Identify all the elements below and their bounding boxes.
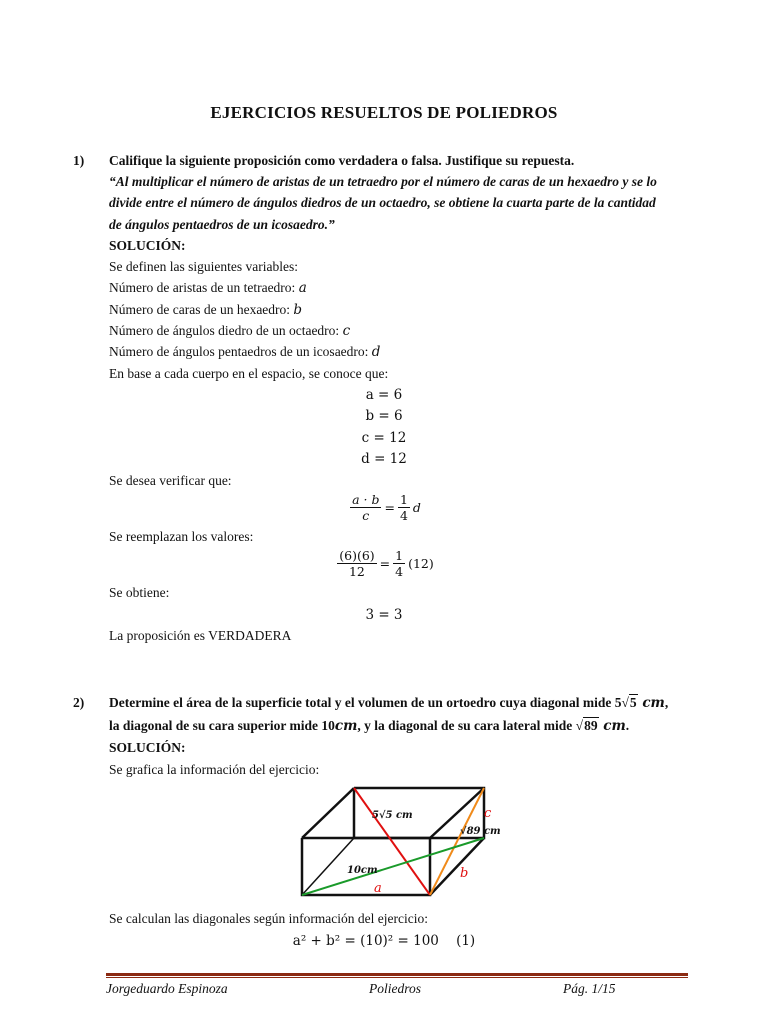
variable-a-line [109,280,307,296]
footer-rule [106,973,688,976]
replace-denominator: 12 [348,564,365,579]
replace-label: Se reemplazan los valores: [109,529,254,544]
known-values-intro: En base a cada cuerpo en el espacio, se conoce que: [109,366,389,381]
quarter-denominator: 4 [395,564,404,579]
cuboid-figure [290,780,510,900]
edge-top-left [302,788,354,838]
variable-a-text: Número de aristas de un tetraedro: [109,280,299,295]
footer-rule-thin [106,977,688,978]
replace-rhs: (12) [408,556,434,571]
equation-1 [0,933,768,949]
footer-author: Jorgeduardo Espinoza [106,981,228,996]
variable-d-line [109,344,380,360]
question-1-solution-label: SOLUCIÓN: [109,238,186,253]
variable-c-text: Número de ángulos diedro de un octaedro: [109,323,343,338]
unit: cm [598,718,626,734]
punctuation: , [664,695,669,710]
question-2-line-2 [109,718,629,734]
label-side-diagonal: √89 cm [460,826,501,837]
question-1-statement: Califique la siguiente proposición como verdadera o falsa. Justifique su repuesta. [109,153,575,168]
sqrt-symbol: √89 [575,718,598,733]
label-b: b [460,866,469,881]
verify-label: Se desea verificar que: [109,473,232,488]
calc-label: Se calculan las diagonales según información del ejercicio: [109,911,429,926]
equation-1-text: a² + b² = (10)² = 100 [292,933,439,949]
equation-b: b = 6 [365,408,403,424]
equals-sign: = [384,500,395,515]
variable-b-text: Número de caras de un hexaedro: [109,302,294,317]
quarter-fraction [393,548,405,579]
quarter-numerator: 1 [395,548,404,563]
result-equation: 3 = 3 [365,607,403,623]
replace-numerator: (6)(6) [339,548,375,563]
variable-a-symbol: a [298,280,307,296]
footer-subject: Poliedros [369,981,421,996]
unit: cm [334,718,358,734]
question-1-quote-line-3: de ángulos pentaedros de un icosaedro.” [109,217,335,232]
equation-c: c = 12 [361,430,407,446]
variable-b-line [109,302,302,318]
equals-sign: = [379,556,391,571]
label-c: c [484,806,492,821]
sqrt-radicand: 89 [584,718,598,733]
verify-denominator: c [362,508,370,523]
label-space-diagonal: 5√5 cm [372,810,413,821]
variable-c-line [109,323,350,339]
space-diagonal [354,788,430,895]
question-1-number: 1) [73,153,85,168]
unit: cm [637,695,665,711]
equation-d: d = 12 [361,451,407,467]
conclusion: La proposición es VERDADERA [109,628,292,643]
variables-intro: Se definen las siguientes variables: [109,259,298,274]
replace-fraction [337,548,376,579]
question-2-line-2-text: la diagonal de su cara superior mide 10 [109,718,335,733]
footer-page: Pág. 1/15 [563,981,616,996]
obtain-label: Se obtiene: [109,585,170,600]
verify-equation [0,492,768,523]
question-2-number: 2) [73,695,85,710]
replace-equation [0,548,768,579]
variable-b-symbol: b [293,302,303,318]
question-2-solution-label: SOLUCIÓN: [109,740,186,755]
quarter-fraction [398,492,410,523]
equation-a: a = 6 [365,387,403,403]
verify-numerator: a · b [352,492,380,507]
question-1-quote-line-1: “Al multiplicar el número de aristas de un tetraedro por el número de caras de un hexaedro y se lo [109,174,657,189]
variable-d-text: Número de ángulos pentaedros de un icosaedro: [109,344,372,359]
question-2-line-2-text-b: , y la diagonal de su cara lateral mide [357,718,576,733]
variable-d-symbol: d [371,344,381,360]
equation-1-number: (1) [456,933,476,949]
verify-fraction [350,492,381,523]
variable-c-symbol: c [342,323,351,339]
quarter-denominator: 4 [399,508,408,523]
verify-rhs: d [412,500,421,515]
question-2-line-1-text: Determine el área de la superficie total y el volumen de un ortoedro cuya diagonal mide 5 [109,695,622,710]
graph-label: Se grafica la información del ejercicio: [109,762,320,777]
punctuation: . [625,718,630,733]
quarter-numerator: 1 [399,492,408,507]
label-a: a [374,881,382,896]
page-title: EJERCICIOS RESUELTOS DE POLIEDROS [210,103,558,122]
question-2-line-1 [109,695,668,711]
label-base-diagonal: 10cm [347,865,378,876]
question-1-quote-line-2: divide entre el número de ángulos diedros de un octaedro, se obtiene la cuarta parte de la cantidad [109,195,656,210]
sqrt-symbol: √5 [621,695,637,710]
sqrt-radicand: 5 [629,695,637,710]
